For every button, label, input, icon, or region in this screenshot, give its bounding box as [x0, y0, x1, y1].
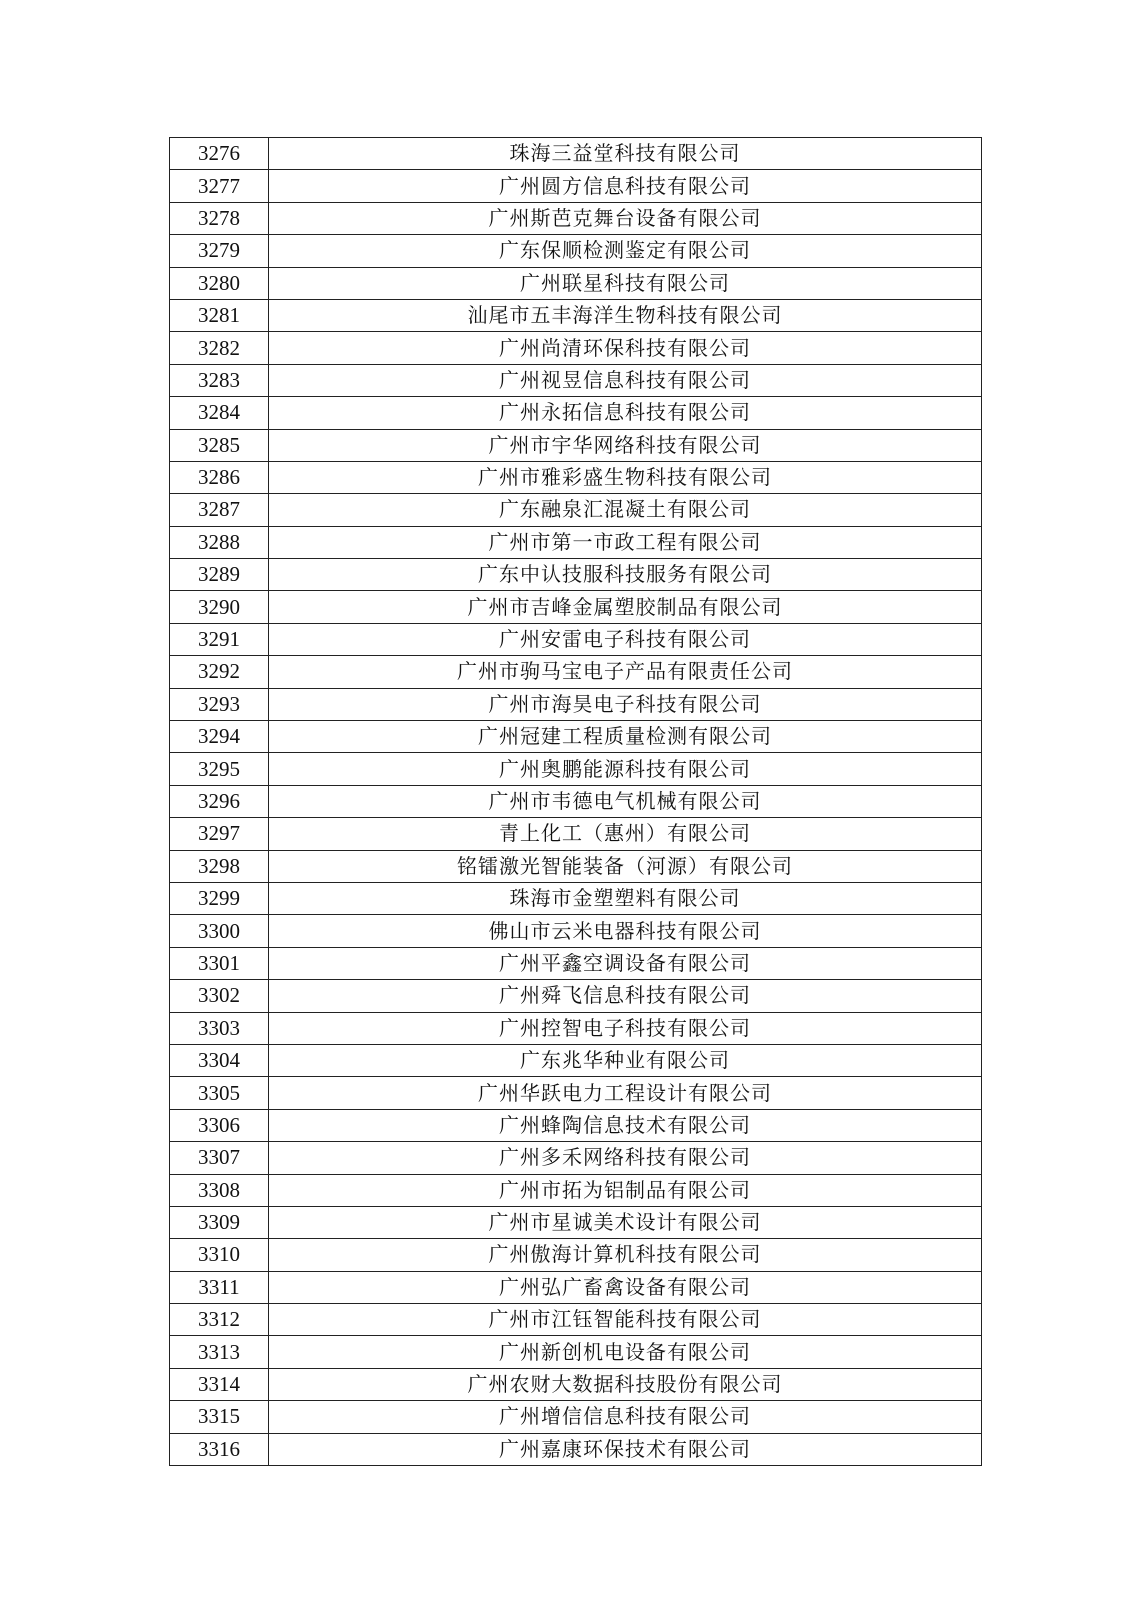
- company-name-cell: 广州奥鹏能源科技有限公司: [269, 753, 982, 785]
- company-name-cell: 广州市江钰智能科技有限公司: [269, 1304, 982, 1336]
- table-row: [170, 170, 982, 202]
- table-row: [170, 915, 982, 947]
- company-name-cell: 广州安雷电子科技有限公司: [269, 623, 982, 655]
- row-number-cell: 3278: [170, 202, 269, 234]
- row-number-cell: 3286: [170, 461, 269, 493]
- company-name-cell: 广州市雅彩盛生物科技有限公司: [269, 461, 982, 493]
- table-row: [170, 1304, 982, 1336]
- company-name-cell: 汕尾市五丰海洋生物科技有限公司: [269, 299, 982, 331]
- row-number-cell: 3316: [170, 1433, 269, 1465]
- table-row: [170, 1368, 982, 1400]
- table-row: [170, 332, 982, 364]
- table-row: [170, 138, 982, 170]
- company-name-cell: 广东中认技服科技服务有限公司: [269, 559, 982, 591]
- company-name-cell: 广州圆方信息科技有限公司: [269, 170, 982, 202]
- table-row: [170, 202, 982, 234]
- table-row: [170, 1142, 982, 1174]
- table-row: [170, 559, 982, 591]
- company-name-cell: 广州市宇华网络科技有限公司: [269, 429, 982, 461]
- table-row: [170, 1012, 982, 1044]
- table-row: [170, 267, 982, 299]
- table-row: [170, 818, 982, 850]
- company-name-cell: 广州平鑫空调设备有限公司: [269, 947, 982, 979]
- row-number-cell: 3307: [170, 1142, 269, 1174]
- row-number-cell: 3303: [170, 1012, 269, 1044]
- row-number-cell: 3282: [170, 332, 269, 364]
- table-row: [170, 1206, 982, 1238]
- table-row: [170, 850, 982, 882]
- row-number-cell: 3305: [170, 1077, 269, 1109]
- company-name-cell: 青上化工（惠州）有限公司: [269, 818, 982, 850]
- company-name-cell: 广州斯芭克舞台设备有限公司: [269, 202, 982, 234]
- row-number-cell: 3277: [170, 170, 269, 202]
- table-row: [170, 721, 982, 753]
- company-name-cell: 铭镭激光智能装备（河源）有限公司: [269, 850, 982, 882]
- row-number-cell: 3276: [170, 138, 269, 170]
- row-number-cell: 3298: [170, 850, 269, 882]
- row-number-cell: 3288: [170, 526, 269, 558]
- row-number-cell: 3294: [170, 721, 269, 753]
- row-number-cell: 3291: [170, 623, 269, 655]
- row-number-cell: 3304: [170, 1044, 269, 1076]
- company-name-cell: 广东保顺检测鉴定有限公司: [269, 235, 982, 267]
- company-name-cell: 广东兆华种业有限公司: [269, 1044, 982, 1076]
- row-number-cell: 3285: [170, 429, 269, 461]
- company-name-cell: 广州嘉康环保技术有限公司: [269, 1433, 982, 1465]
- row-number-cell: 3283: [170, 364, 269, 396]
- company-name-cell: 广州舜飞信息科技有限公司: [269, 980, 982, 1012]
- company-name-cell: 广州市吉峰金属塑胶制品有限公司: [269, 591, 982, 623]
- company-name-cell: 广州多禾网络科技有限公司: [269, 1142, 982, 1174]
- company-name-cell: 珠海三益堂科技有限公司: [269, 138, 982, 170]
- company-name-cell: 广州华跃电力工程设计有限公司: [269, 1077, 982, 1109]
- row-number-cell: 3281: [170, 299, 269, 331]
- table-row: [170, 947, 982, 979]
- row-number-cell: 3314: [170, 1368, 269, 1400]
- table-row: [170, 1077, 982, 1109]
- row-number-cell: 3279: [170, 235, 269, 267]
- company-name-cell: 广州市韦德电气机械有限公司: [269, 785, 982, 817]
- table-row: [170, 656, 982, 688]
- table-row: [170, 591, 982, 623]
- row-number-cell: 3308: [170, 1174, 269, 1206]
- table-row: [170, 299, 982, 331]
- company-name-cell: 广州市第一市政工程有限公司: [269, 526, 982, 558]
- row-number-cell: 3290: [170, 591, 269, 623]
- company-name-cell: 广州控智电子科技有限公司: [269, 1012, 982, 1044]
- company-list-body: [170, 138, 982, 1466]
- row-number-cell: 3292: [170, 656, 269, 688]
- table-row: [170, 753, 982, 785]
- table-row: [170, 1401, 982, 1433]
- company-name-cell: 广州市星诚美术设计有限公司: [269, 1206, 982, 1238]
- row-number-cell: 3299: [170, 882, 269, 914]
- company-name-cell: 广州新创机电设备有限公司: [269, 1336, 982, 1368]
- row-number-cell: 3296: [170, 785, 269, 817]
- row-number-cell: 3284: [170, 397, 269, 429]
- row-number-cell: 3301: [170, 947, 269, 979]
- table-row: [170, 688, 982, 720]
- company-name-cell: 广州农财大数据科技股份有限公司: [269, 1368, 982, 1400]
- row-number-cell: 3287: [170, 494, 269, 526]
- table-row: [170, 397, 982, 429]
- table-row: [170, 1044, 982, 1076]
- row-number-cell: 3310: [170, 1239, 269, 1271]
- row-number-cell: 3315: [170, 1401, 269, 1433]
- row-number-cell: 3313: [170, 1336, 269, 1368]
- company-name-cell: 广东融泉汇混凝土有限公司: [269, 494, 982, 526]
- company-name-cell: 佛山市云米电器科技有限公司: [269, 915, 982, 947]
- row-number-cell: 3280: [170, 267, 269, 299]
- row-number-cell: 3302: [170, 980, 269, 1012]
- company-name-cell: 广州尚清环保科技有限公司: [269, 332, 982, 364]
- company-list-table: [169, 137, 982, 1466]
- row-number-cell: 3295: [170, 753, 269, 785]
- table-row: [170, 526, 982, 558]
- table-row: [170, 235, 982, 267]
- row-number-cell: 3312: [170, 1304, 269, 1336]
- company-name-cell: 广州弘广畜禽设备有限公司: [269, 1271, 982, 1303]
- table-row: [170, 1336, 982, 1368]
- company-name-cell: 广州傲海计算机科技有限公司: [269, 1239, 982, 1271]
- table-row: [170, 882, 982, 914]
- table-row: [170, 461, 982, 493]
- row-number-cell: 3300: [170, 915, 269, 947]
- table-row: [170, 1239, 982, 1271]
- company-name-cell: 广州冠建工程质量检测有限公司: [269, 721, 982, 753]
- table-row: [170, 785, 982, 817]
- table-row: [170, 1109, 982, 1141]
- company-name-cell: 珠海市金塑塑料有限公司: [269, 882, 982, 914]
- row-number-cell: 3297: [170, 818, 269, 850]
- company-name-cell: 广州蜂陶信息技术有限公司: [269, 1109, 982, 1141]
- table-row: [170, 429, 982, 461]
- table-row: [170, 980, 982, 1012]
- table-row: [170, 1433, 982, 1465]
- company-name-cell: 广州增信信息科技有限公司: [269, 1401, 982, 1433]
- company-name-cell: 广州联星科技有限公司: [269, 267, 982, 299]
- table-row: [170, 364, 982, 396]
- company-name-cell: 广州市驹马宝电子产品有限责任公司: [269, 656, 982, 688]
- table-row: [170, 1271, 982, 1303]
- row-number-cell: 3306: [170, 1109, 269, 1141]
- company-name-cell: 广州永拓信息科技有限公司: [269, 397, 982, 429]
- table-row: [170, 623, 982, 655]
- row-number-cell: 3311: [170, 1271, 269, 1303]
- company-name-cell: 广州市海昊电子科技有限公司: [269, 688, 982, 720]
- row-number-cell: 3289: [170, 559, 269, 591]
- company-name-cell: 广州视昱信息科技有限公司: [269, 364, 982, 396]
- table-row: [170, 1174, 982, 1206]
- table-row: [170, 494, 982, 526]
- row-number-cell: 3309: [170, 1206, 269, 1238]
- company-name-cell: 广州市拓为铝制品有限公司: [269, 1174, 982, 1206]
- row-number-cell: 3293: [170, 688, 269, 720]
